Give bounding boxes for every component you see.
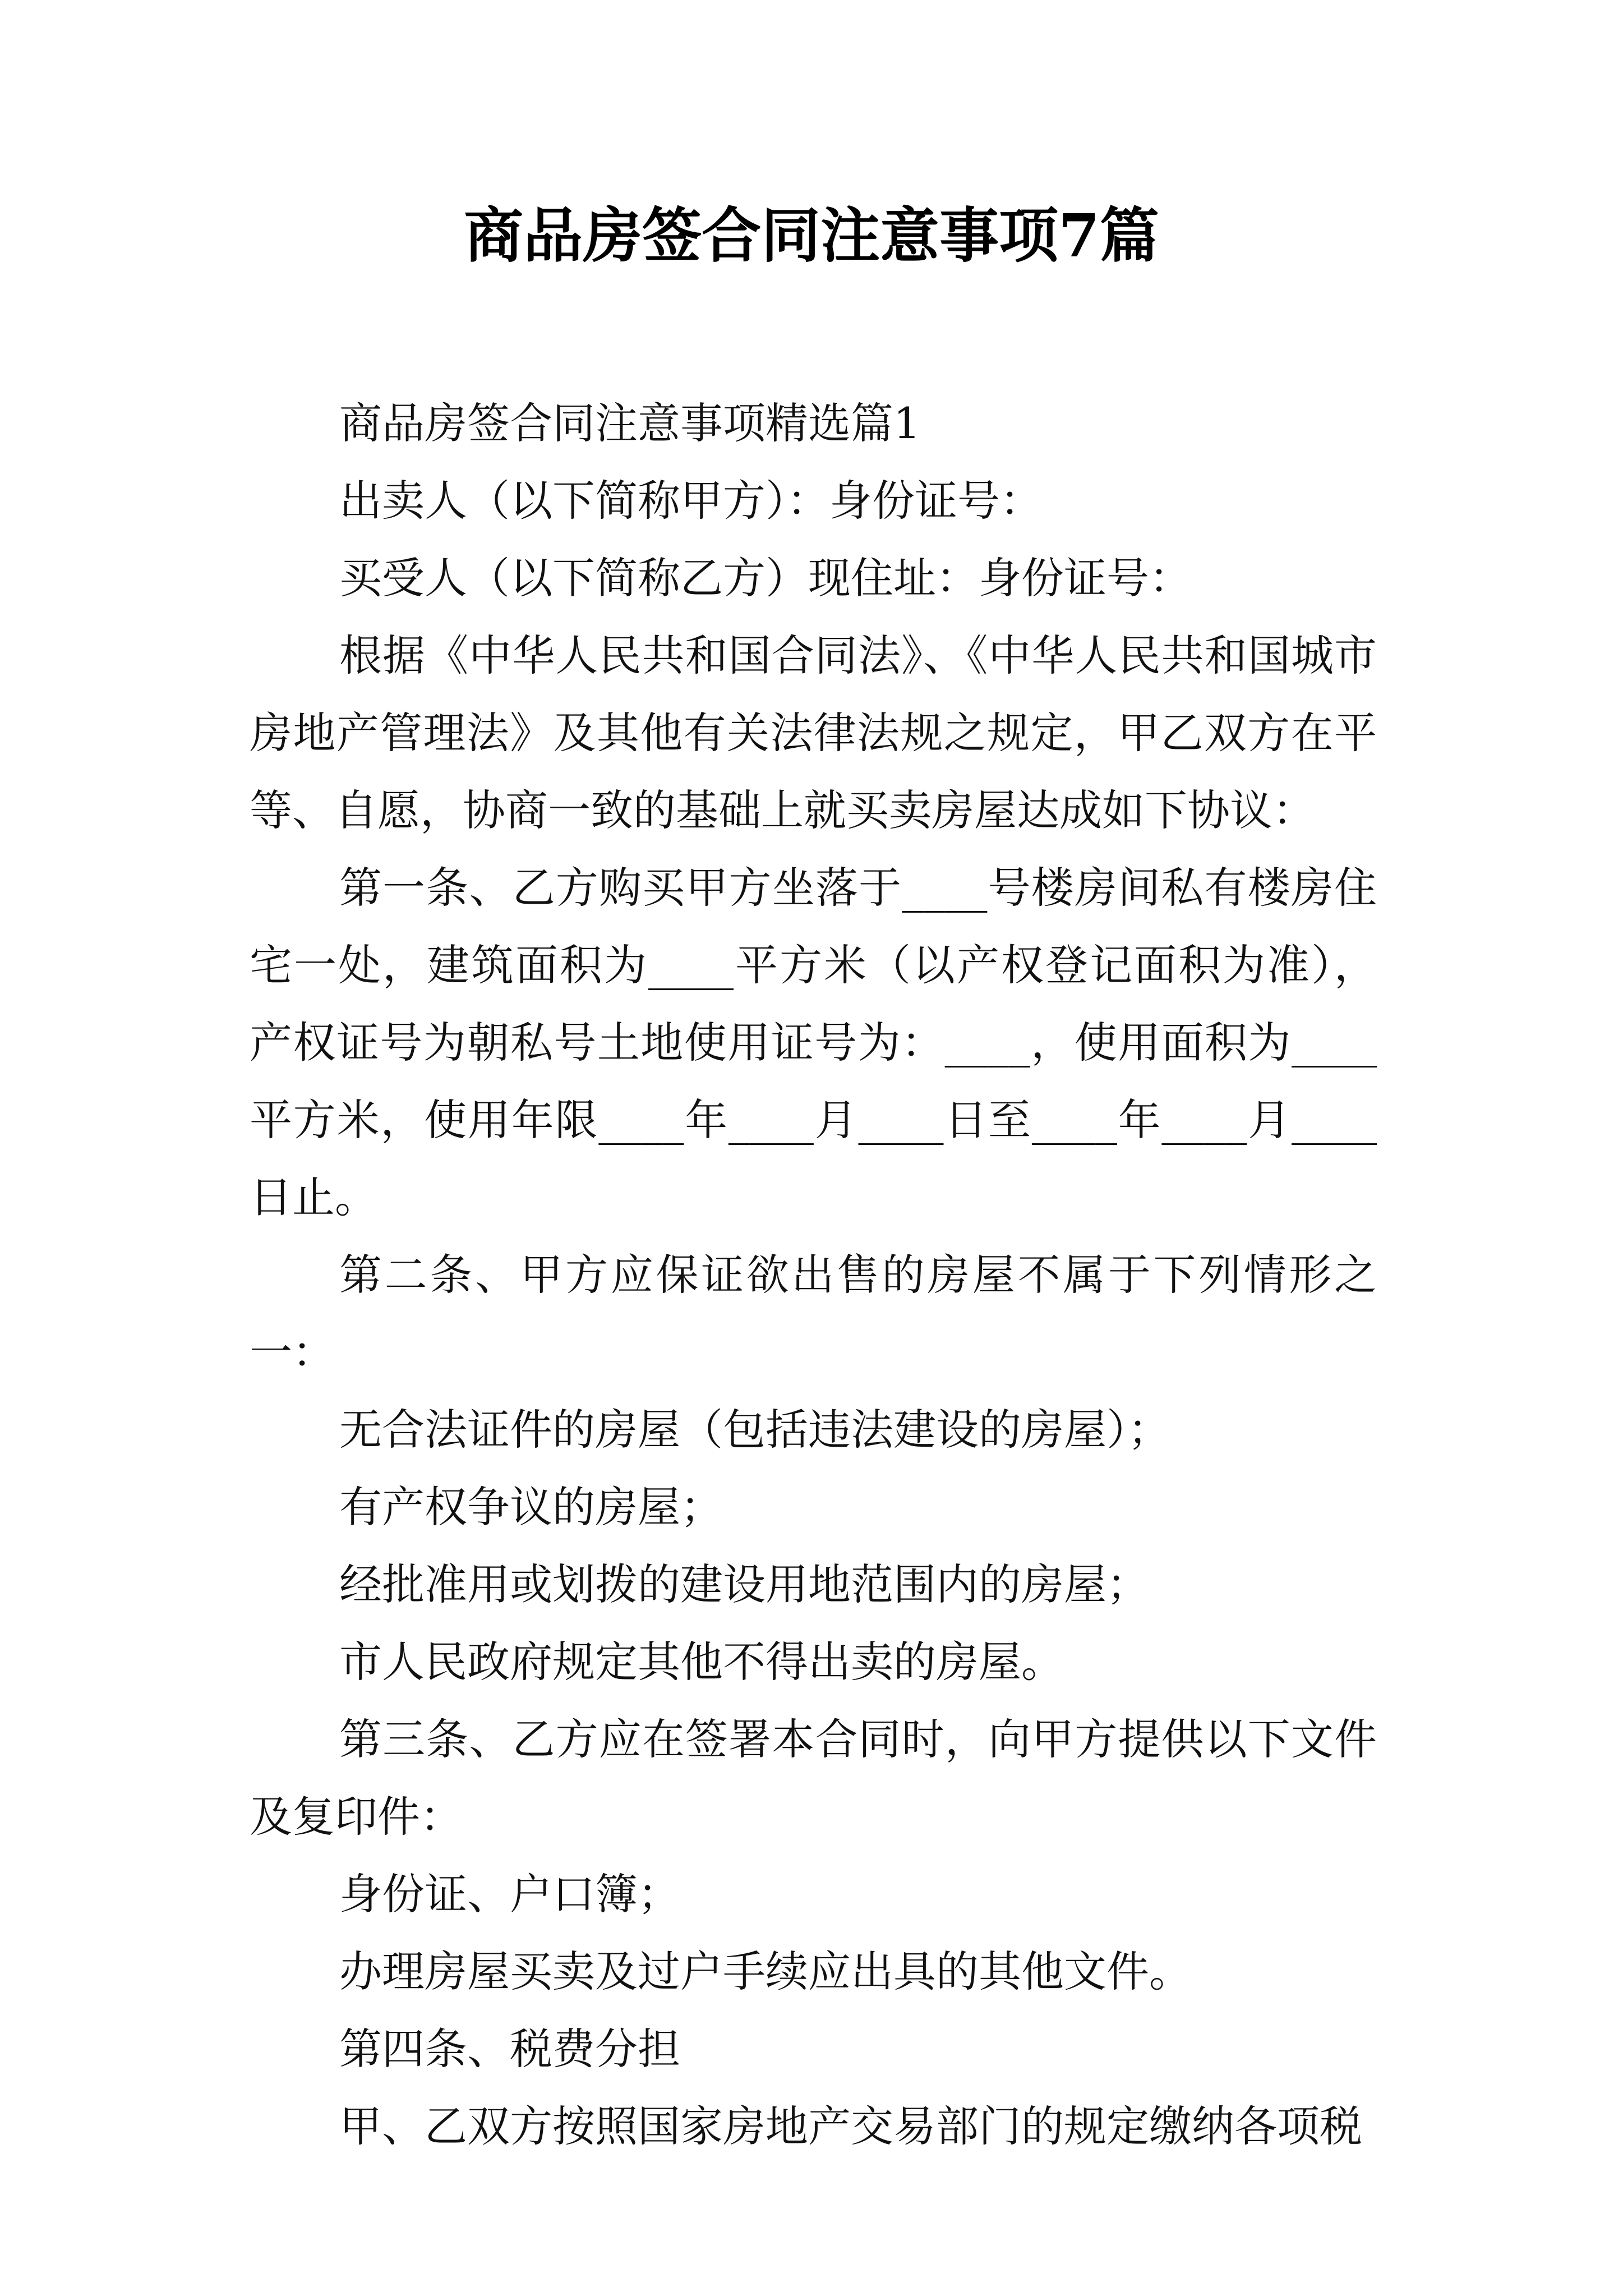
paragraph-list-item: 市人民政府规定其他不得出卖的房屋。 bbox=[339, 1637, 1064, 1687]
paragraph-list-item: 办理房屋买卖及过户手续应出具的其他文件。 bbox=[339, 1947, 1192, 1996]
paragraph-list-item: 无合法证件的房屋（包括违法建设的房屋）； bbox=[339, 1405, 1170, 1455]
paragraph-tax-sharing: 甲、乙双方按照国家房地产交易部门的规定缴纳各项税 bbox=[339, 2101, 1362, 2151]
paragraph-article-2: 第二条、甲方应保证欲出售的房屋不属于下列情形之一： bbox=[250, 1250, 1377, 1377]
paragraph-list-item: 有产权争议的房屋； bbox=[339, 1482, 723, 1532]
paragraph-article-1: 第一条、乙方购买甲方坐落于____号楼房间私有楼房住宅一处，建筑面积为____平方米（以产权登记面积为准），产权证号为朝私号土地使用证号为：____，使用面积为____平方米，使用年限____年____月____日至____年____月____日止。 bbox=[250, 863, 1377, 1222]
paragraph-article-4: 第四条、税费分担 bbox=[339, 2024, 680, 2074]
paragraph-seller: 出卖人（以下简称甲方）：身份证号： bbox=[339, 476, 1043, 526]
paragraph-article-3: 第三条、乙方应在签署本合同时，向甲方提供以下文件及复印件： bbox=[250, 1714, 1377, 1842]
paragraph-section-heading: 商品房签合同注意事项精选篇1 bbox=[339, 398, 921, 448]
document-body bbox=[250, 385, 1377, 2165]
paragraph-list-item: 身份证、户口簿； bbox=[339, 1869, 680, 1919]
document-title: 商品房签合同注意事项7篇 bbox=[464, 200, 1159, 270]
paragraph-legal-basis: 根据《中华人民共和国合同法》、《中华人民共和国城市房地产管理法》及其他有关法律法规之规定，甲乙双方在平等、自愿，协商一致的基础上就买卖房屋达成如下协议： bbox=[250, 631, 1377, 835]
paragraph-buyer: 买受人（以下简称乙方）现住址：身份证号： bbox=[339, 553, 1192, 603]
paragraph-list-item: 经批准用或划拨的建设用地范围内的房屋； bbox=[339, 1559, 1149, 1609]
